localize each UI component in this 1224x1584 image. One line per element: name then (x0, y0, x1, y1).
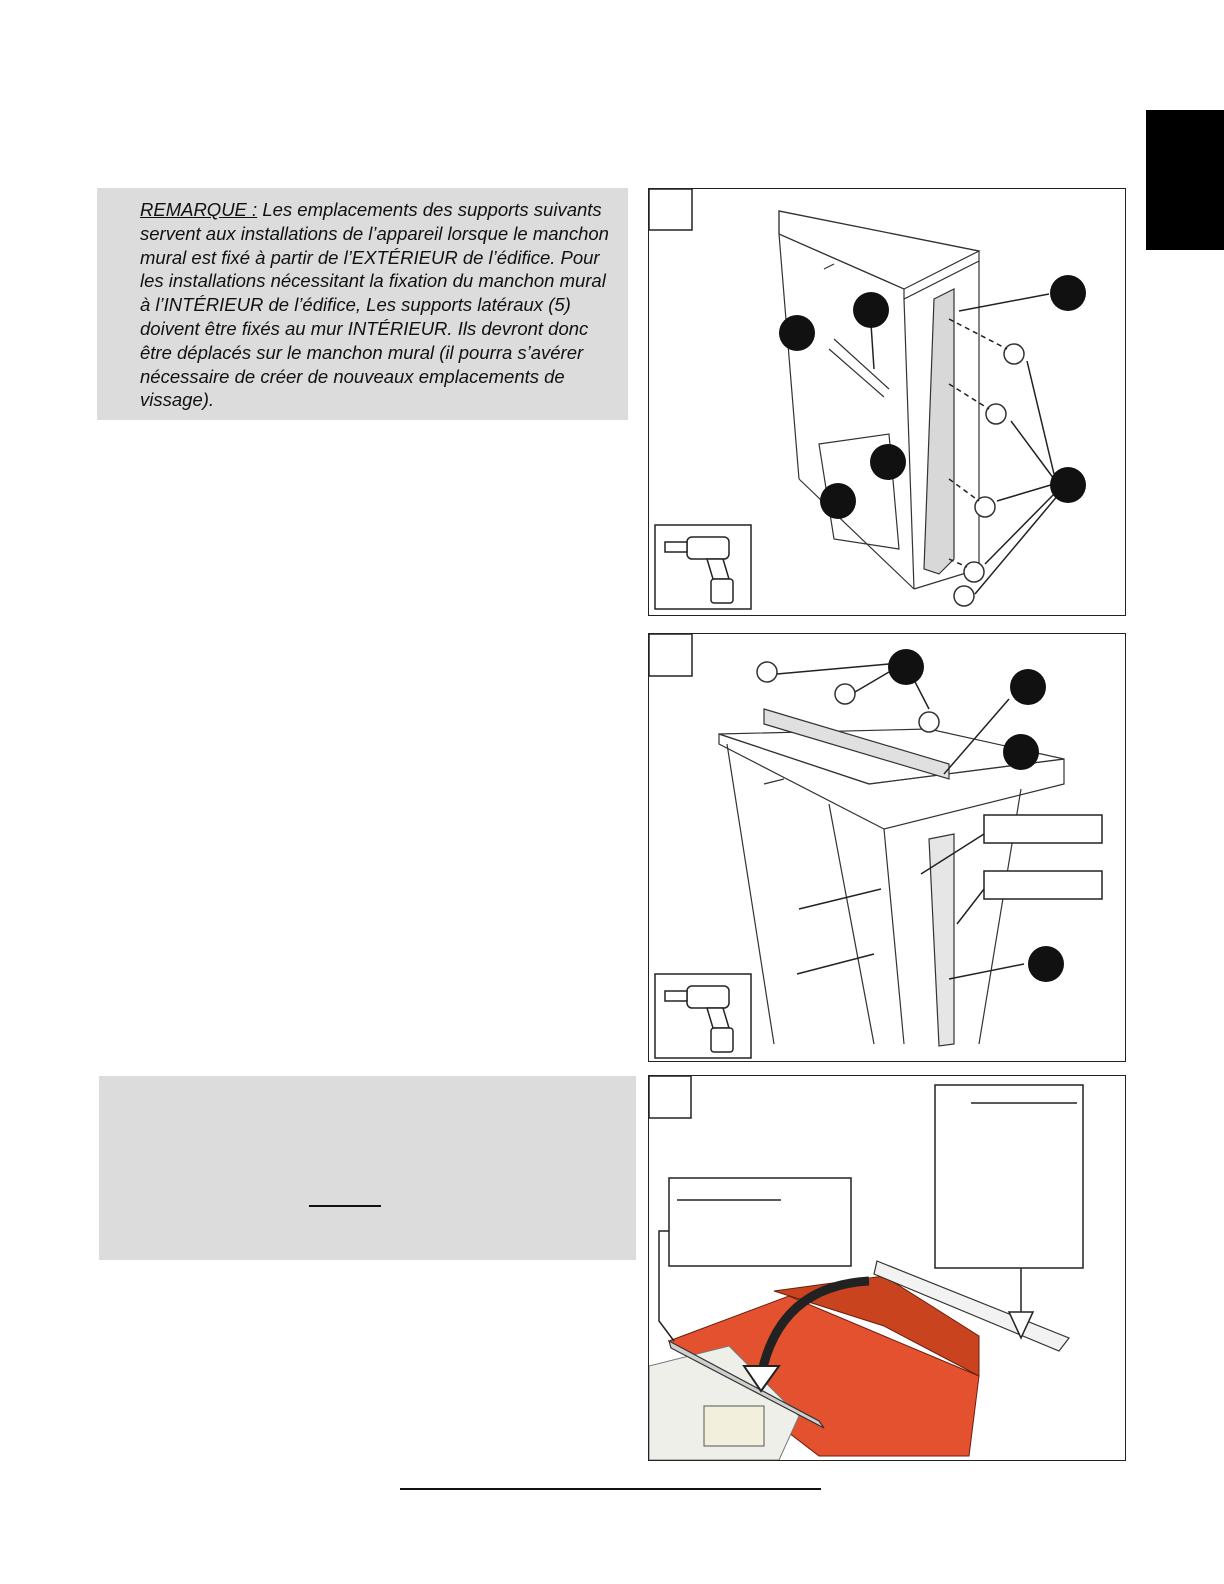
callout-box-right (935, 1085, 1083, 1268)
figure-3-drawing (649, 1076, 1125, 1460)
callout-box-left (669, 1178, 851, 1266)
figure-1 (648, 188, 1126, 616)
underline-rule (309, 1205, 381, 1207)
footer-rule (400, 1488, 821, 1490)
label-box-2 (984, 871, 1102, 899)
language-tab (1146, 110, 1224, 250)
figure-2 (648, 633, 1126, 1062)
gray-note-box (99, 1076, 636, 1260)
note-text (140, 198, 620, 412)
label-box-1 (984, 815, 1102, 843)
step-number-box (649, 634, 692, 676)
drill-icon (655, 974, 751, 1058)
screw-icons (954, 344, 1024, 606)
note-body: Les emplacements des supports suivants servent aux installations de l’appareil lorsque le manchon mural est fixé à partir de l’EXTÉRIEUR de l’édifice. Pour les installations nécessitant la fixation du manchon mural à l’INTÉRIEUR de l’édifice, Les supports latéraux (5) doivent être fixés au mur INTÉRIEUR. Ils devront donc être déplacés sur le manchon mural (il pourra s’avérer nécessaire de créer de nouveaux emplacements de vissage). (140, 199, 609, 411)
note-box (97, 188, 628, 420)
figure-2-drawing (649, 634, 1125, 1061)
figure-3 (648, 1075, 1126, 1461)
step-number-box (649, 1076, 691, 1118)
note-label: REMARQUE : (140, 199, 258, 220)
drill-icon (655, 525, 751, 609)
step-number-box (649, 189, 692, 230)
figure-1-drawing (649, 189, 1125, 615)
